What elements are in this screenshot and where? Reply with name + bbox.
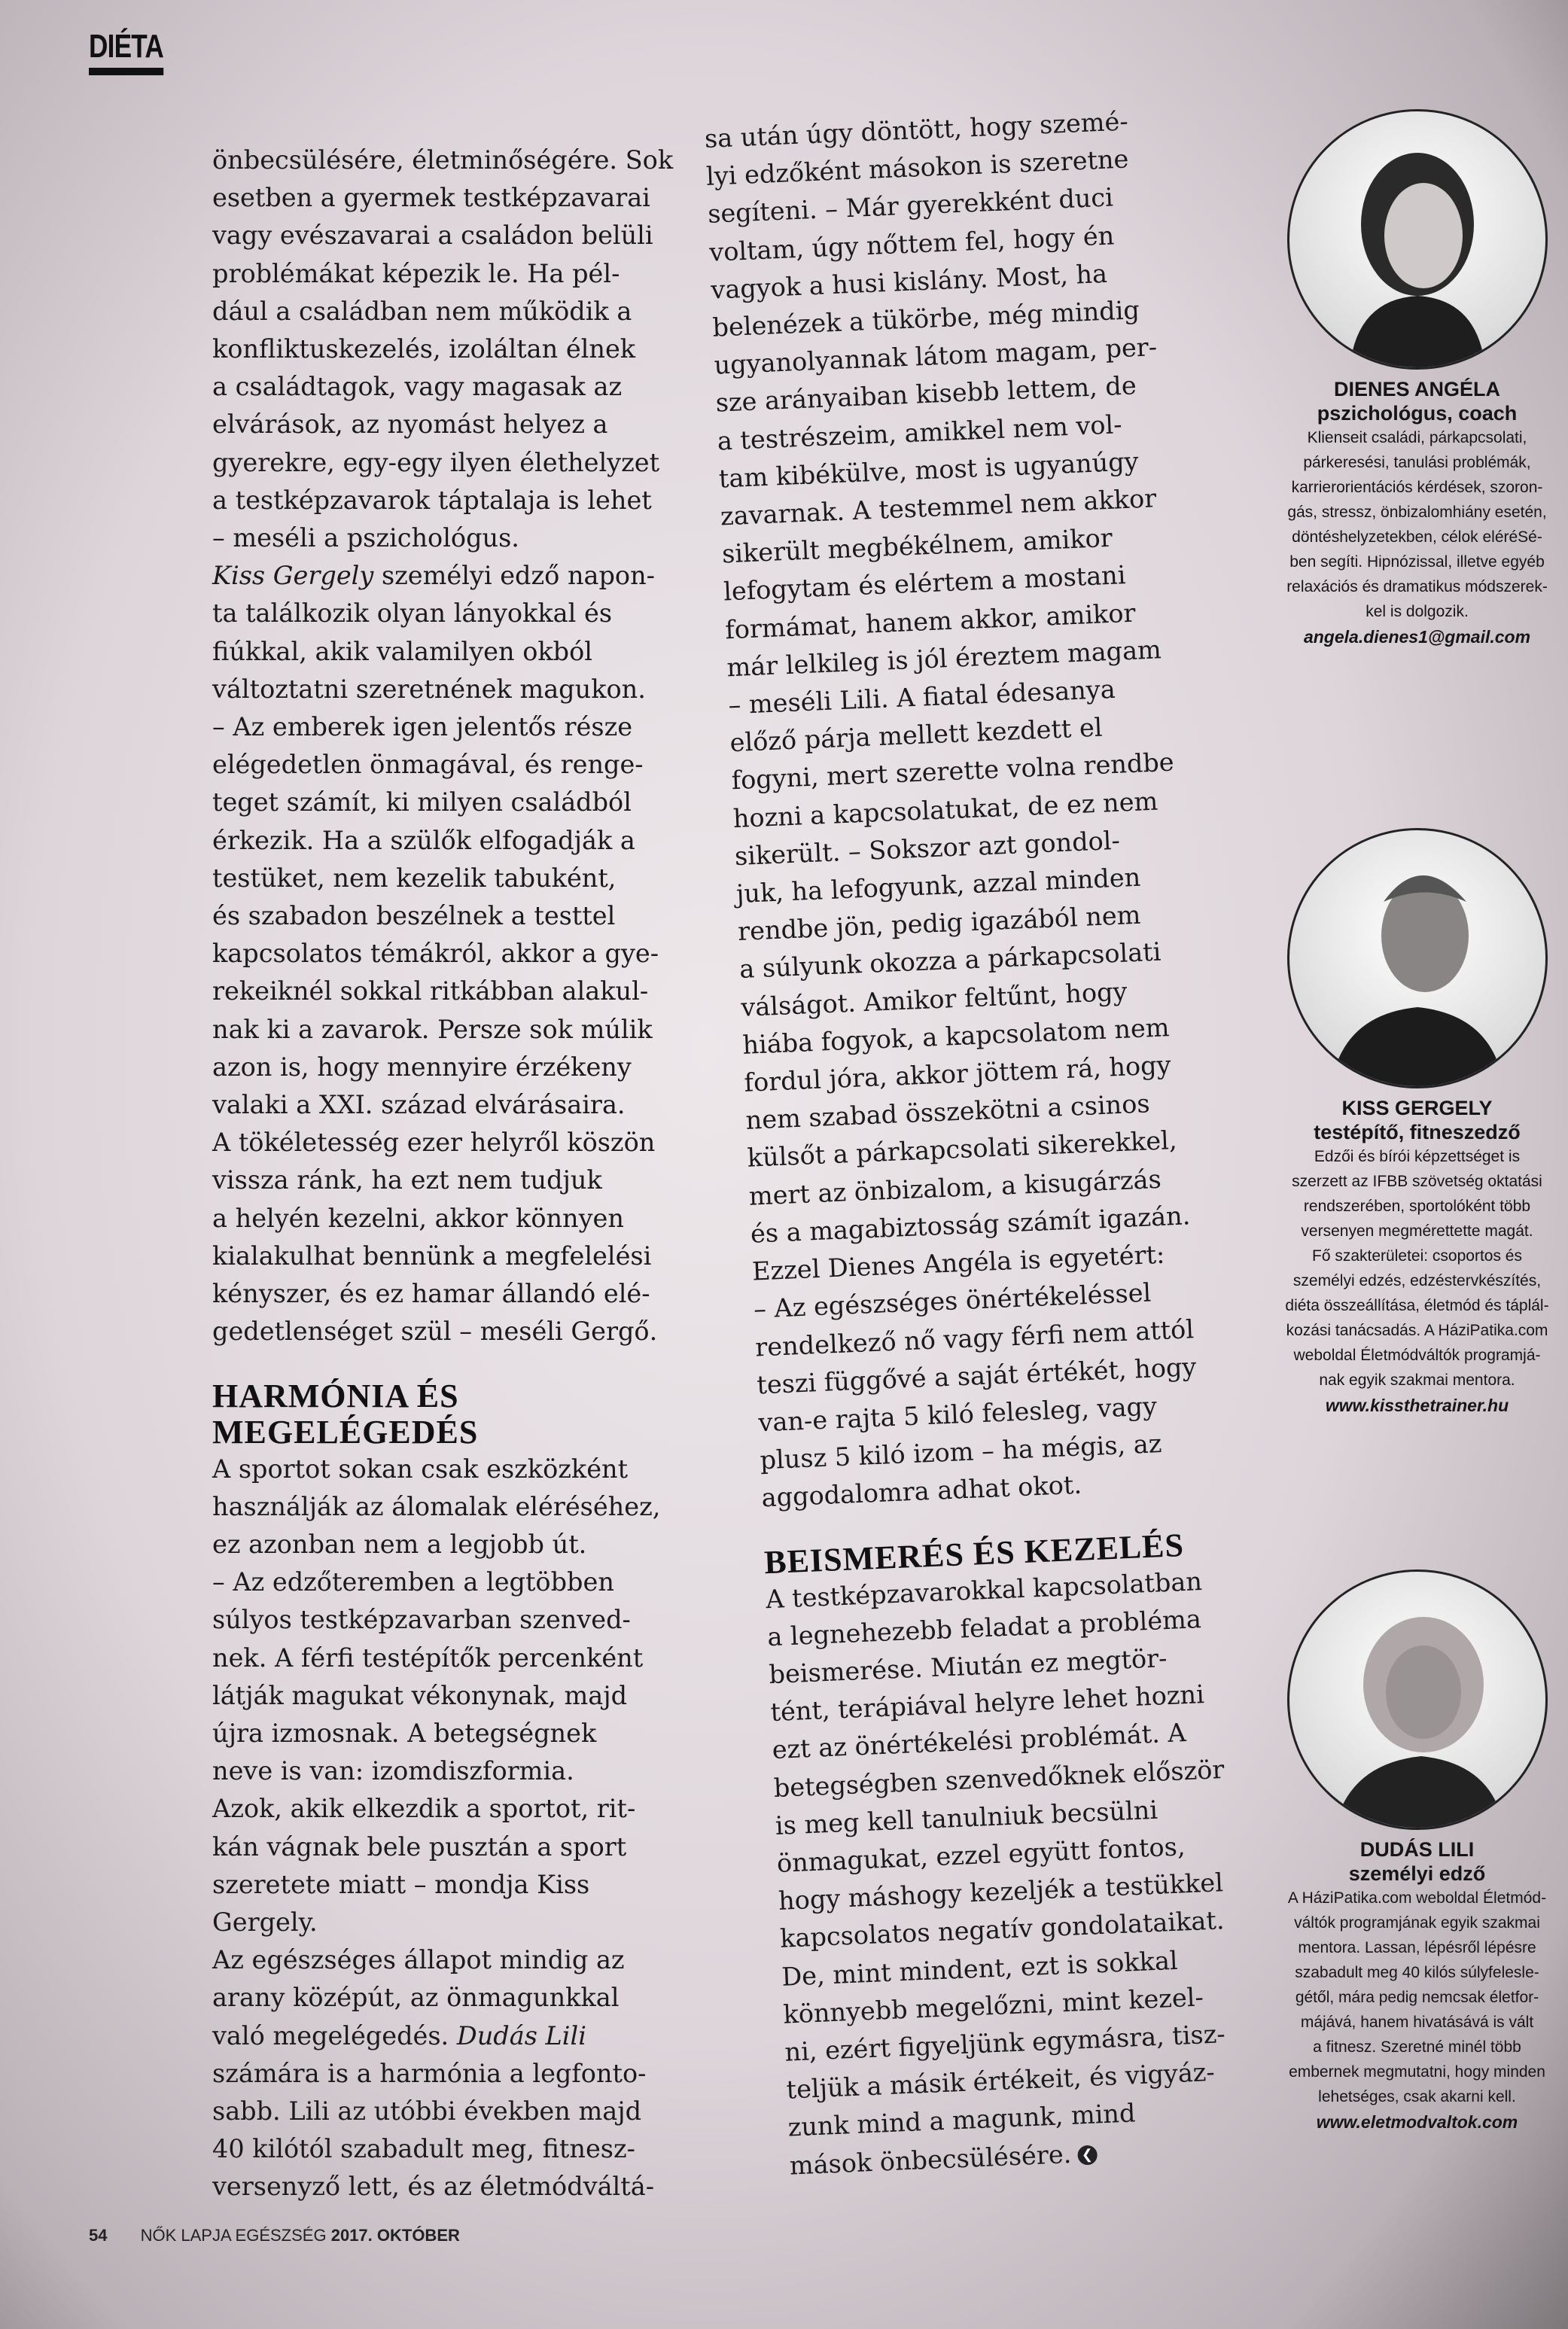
text-line: újra izmosnak. A betegségnek: [212, 1718, 597, 1748]
text-line: rekeiknél sokkal ritkábban alakul-: [212, 976, 649, 1006]
text-line: kozási tanácsadás. A HáziPatika.com: [1286, 1322, 1548, 1339]
expert-card: [1268, 828, 1566, 1418]
text-line: testüket, nem kezelik tabuként,: [212, 863, 617, 893]
text-line: lyi edzőként másokon is szeretne: [705, 144, 1130, 192]
expert-card: [1268, 109, 1566, 650]
text-line: Ezzel Dienes Angéla is egyetért:: [751, 1239, 1166, 1286]
text-line: vissza ránk, ha ezt nem tudjuk: [212, 1165, 602, 1195]
text-line: mások önbecsülésére. ❮: [789, 2128, 1241, 2184]
text-line: juk, ha lefogyunk, azzal minden: [735, 862, 1141, 909]
text-line: lefogytam és elértem a mostani: [723, 560, 1127, 607]
text-line: a családtagok, vagy magasak az: [212, 372, 623, 402]
person-name: Dudás Lili: [456, 2020, 586, 2050]
text-line: nak ki a zavarok. Persze sok múlik: [212, 1014, 653, 1044]
text-line: Azok, akik elkezdik a sportot, rit-: [212, 1794, 636, 1824]
text-line: fiúkkal, akik valamilyen okból: [212, 636, 592, 666]
text-line: a testrészeim, amikkel nem vol-: [717, 409, 1123, 456]
text-line: konfliktuskezelés, izoláltan élnek: [212, 334, 636, 364]
portrait-photo: [1287, 828, 1548, 1088]
text-line: vagy evészavarai a családon belüli: [212, 221, 653, 251]
text-line: relaxációs és dramatikus módszerek-: [1286, 578, 1548, 595]
text-line: ni, ezért figyeljünk egymásra, tisz-: [784, 2019, 1226, 2067]
page-footer: [89, 2226, 460, 2245]
text-line: tént, terápiával helyre lehet hozni: [769, 1679, 1205, 1728]
text-line: formámat, hanem akkor, amikor: [724, 598, 1137, 645]
text-line: rendbe jön, pedig igazából nem: [737, 900, 1142, 947]
text-line: ben segíti. Hipnózissal, illetve egyéb: [1289, 553, 1545, 571]
article-column-2: [704, 102, 1241, 2184]
text-line: gedetlenséget szül – meséli Gergő.: [212, 1317, 658, 1347]
text-line: számára is a harmónia a legfonto-: [212, 2058, 647, 2088]
expert-name: DUDÁS LILI: [1359, 1838, 1475, 1861]
text-line: sikerült megbékélnem, amikor: [721, 523, 1113, 569]
text-line: arany középút, az önmagunkkal: [212, 1983, 620, 2013]
text-line: A sportot sokan csak eszközként: [212, 1454, 629, 1484]
text-line: diéta összeállítása, életmód és táplál-: [1285, 1297, 1549, 1314]
text-line: párkeresési, tanulási problémák,: [1303, 454, 1531, 471]
text-line: hozni a kapcsolatukat, de ez nem: [732, 786, 1158, 833]
magazine-title: NŐK LAPJA EGÉSZSÉG: [140, 2226, 327, 2245]
expert-role: személyi edző: [1348, 1862, 1486, 1885]
text-line: Edzői és bírói képzettséget is: [1314, 1148, 1521, 1165]
text-line: hogy máshogy kezeljék a testükkel: [778, 1868, 1224, 1916]
paragraph-block: [212, 142, 673, 557]
text-line: beismerése. Miután ez megtör-: [768, 1642, 1168, 1690]
expert-role: pszichológus, coach: [1317, 402, 1518, 425]
expert-bio: [1268, 1886, 1566, 2109]
text-line: Kiss Gergely személyi edző napon-: [212, 561, 655, 591]
text-line: esetben a gyermek testképzavarai: [212, 183, 650, 213]
text-line: A testképzavarokkal kapcsolatban: [765, 1566, 1203, 1614]
text-line: mentora. Lassan, lépésről lépésre: [1298, 1939, 1536, 1956]
text-line: gétől, mára pedig nemcsak életfor-: [1295, 1989, 1539, 2006]
text-line: rendszerében, sportolóként több: [1303, 1198, 1531, 1215]
person-name: Kiss Gergely: [212, 561, 374, 591]
expert-bio: [1268, 1144, 1566, 1393]
text-line: versenyző lett, és az életmódváltá-: [212, 2172, 655, 2202]
text-line: való megelégedés. Dudás Lili: [212, 2020, 586, 2050]
text-line: sa után úgy döntött, hogy szemé-: [704, 106, 1129, 154]
text-line: elvárások, az nyomást helyez a: [212, 409, 608, 440]
end-mark-icon: ❮: [1077, 2145, 1098, 2165]
text-line: dául a családban nem működik a: [212, 296, 632, 326]
text-line: – Az egészséges önértékeléssel: [753, 1277, 1152, 1324]
paragraph-block: [212, 2055, 673, 2206]
text-line: hiába fogyok, a kapcsolatom nem: [741, 1012, 1171, 1060]
text-line: kialakulhat bennünk a megfelelési: [212, 1241, 652, 1271]
text-line: a legnehezebb feladat a probléma: [766, 1603, 1202, 1652]
text-line: is meg kell tanulniuk becsülni: [775, 1795, 1158, 1840]
expert-bio: [1268, 425, 1566, 624]
text-line: gás, stressz, önbizalomhiány esetén,: [1287, 504, 1547, 521]
portrait-photo: [1287, 1569, 1548, 1830]
text-line: kel is dolgozik.: [1366, 603, 1469, 620]
text-line: szerzett az IFBB szövetség oktatási: [1292, 1173, 1542, 1190]
text-line: A tökéletesség ezer helyről köszön: [212, 1128, 656, 1158]
text-line: van-e rajta 5 kiló felesleg, vagy: [757, 1391, 1158, 1438]
text-line: érkezik. Ha a szülők elfogadják a: [212, 825, 635, 855]
text-line: kán vágnak bele pusztán a sport: [212, 1831, 627, 1862]
text-line: Fő szakterületei: csoportos és: [1312, 1247, 1522, 1265]
text-line: kapcsolatos témákról, akkor a gye-: [212, 939, 659, 969]
text-line: plusz 5 kiló izom – ha mégis, az: [759, 1429, 1163, 1475]
text-line: teget számít, ki milyen családból: [212, 787, 632, 817]
text-line: ez azonban nem a legjobb út.: [212, 1529, 587, 1559]
paragraph-block: [212, 1451, 673, 2017]
text-line: kényszer, és ez hamar állandó elé-: [212, 1279, 650, 1309]
text-line: azon is, hogy mennyire érzékeny: [212, 1052, 632, 1082]
text-line: lehetséges, csak akarni kell.: [1318, 2088, 1516, 2105]
text-line: könnyebb megelőzni, mint kezel-: [782, 1982, 1204, 2029]
text-line: szabadult meg 40 kilós súlyfelesle-: [1295, 1964, 1539, 1981]
expert-website[interactable]: www.kissthetrainer.hu: [1325, 1396, 1509, 1415]
text-line: előző párja mellett kezdett el: [729, 712, 1104, 758]
text-line: teljük a másik értékeit, és vigyáz-: [785, 2057, 1216, 2105]
text-line: segíteni. – Már gyerekként duci: [707, 182, 1114, 230]
text-line: betegségben szenvedőknek először: [773, 1754, 1225, 1803]
subheading: MEGELÉGEDÉS: [212, 1413, 479, 1451]
text-line: vagyok a husi kislány. Most, ha: [710, 258, 1108, 305]
article-column-1: [212, 142, 673, 2206]
text-line: használják az álomalak eléréséhez,: [212, 1491, 661, 1521]
text-line: májává, hanem hivatásává is vált: [1300, 2014, 1534, 2031]
text-line: zavarnak. A testemmel nem akkor: [720, 483, 1157, 531]
text-line: külsőt a párkapcsolati sikerekkel,: [746, 1125, 1178, 1174]
text-line: a testképzavarok táptalaja is lehet: [212, 485, 652, 515]
expert-email[interactable]: angela.dienes1@gmail.com: [1303, 627, 1531, 647]
text-line: a fitnesz. Szeretné minél több: [1313, 2038, 1521, 2056]
portrait-photo: [1287, 109, 1548, 370]
text-line: kapcsolatos negatív gondolataikat.: [779, 1905, 1225, 1954]
text-line: sikerült. – Sokszor azt gondol-: [734, 825, 1121, 871]
portrait-silhouette-icon: [1289, 830, 1545, 1086]
expert-name: KISS GERGELY: [1341, 1097, 1493, 1119]
text-line: valaki a XXI. század elvárásaira.: [212, 1090, 626, 1120]
text-line: 40 kilótól szabadult meg, fitnesz-: [212, 2134, 635, 2164]
issue-date: 2017. OKTÓBER: [330, 2226, 460, 2245]
text-line: gyerekre, egy-egy ilyen élethelyzet: [212, 447, 660, 477]
text-line: Az egészséges állapot mindig az: [212, 1945, 625, 1975]
subheading: HARMÓNIA ÉS: [212, 1377, 459, 1414]
text-line: Gergely.: [212, 1907, 318, 1937]
portrait-silhouette-icon: [1289, 1572, 1545, 1828]
text-line: sze arányaiban kisebb lettem, de: [714, 370, 1137, 419]
text-line: mert az önbizalom, a kisugárzás: [748, 1164, 1162, 1211]
text-line: és szabadon beszélnek a testtel: [212, 901, 616, 931]
text-line: személyi edzés, edzéstervkészítés,: [1292, 1272, 1542, 1289]
text-line: embernek megmutatni, hogy minden: [1289, 2063, 1545, 2081]
paragraph-block: [704, 102, 1213, 1518]
text-line: A HáziPatika.com weboldal Életmód-: [1287, 1889, 1547, 1907]
text-line: ugyanolyannak látom magam, per-: [713, 332, 1158, 380]
text-line: – Az edzőteremben a legtöbben: [212, 1567, 614, 1597]
text-line: rendelkező nő vagy férfi nem attól: [754, 1314, 1195, 1362]
text-line: súlyos testképzavarban szenved-: [212, 1605, 631, 1635]
subheading: BEISMERÉS ÉS KEZELÉS: [763, 1526, 1185, 1581]
text-line: Klienseit családi, párkapcsolati,: [1307, 429, 1527, 446]
paragraph-block: [765, 1562, 1239, 2147]
text-line: versenyen megmérettette magát.: [1301, 1222, 1533, 1240]
text-line: De, mint mindent, ezt is sokkal: [781, 1945, 1179, 1992]
text-line: aggodalomra adhat okot.: [760, 1469, 1082, 1513]
page-number: 54: [89, 2226, 108, 2245]
text-line: válságot. Amikor feltűnt, hogy: [740, 976, 1128, 1022]
expert-website[interactable]: www.eletmodvaltok.com: [1316, 2112, 1518, 2132]
text-line: nak egyik szakmai mentora.: [1319, 1372, 1515, 1389]
text-line: fogyni, mert szerette volna rendbe: [730, 747, 1175, 796]
text-line: önmagukat, ezzel együtt fontos,: [776, 1831, 1186, 1878]
text-line: – meséli Lili. A fiatal édesanya: [727, 674, 1116, 720]
text-line: belenézek a tükörbe, még mindig: [711, 295, 1140, 342]
text-line: ta találkozik olyan lányokkal és: [212, 598, 613, 629]
text-line: fordul jóra, akkor jöttem rá, hogy: [743, 1050, 1172, 1098]
portrait-silhouette-icon: [1289, 111, 1545, 367]
text-line: a helyén kezelni, akkor könnyen: [212, 1203, 624, 1233]
text-line: teszi függővé a saját értékét, hogy: [756, 1351, 1198, 1400]
expert-card: [1268, 1569, 1566, 2135]
text-line: szeretete miatt – mondja Kiss: [212, 1869, 590, 1899]
section-label: DIÉTA: [89, 29, 163, 75]
text-line: zunk mind a magunk, mind: [787, 2098, 1137, 2143]
text-line: ezt az önértékelési problémát. A: [771, 1718, 1187, 1765]
text-line: látják magukat vékonynak, majd: [212, 1680, 628, 1710]
text-line: problémákat képezik le. Ha pél-: [212, 258, 620, 288]
text-line: nek. A férfi testépítők percenként: [212, 1642, 644, 1673]
text-line: változtatni szeretnének magukon.: [212, 674, 646, 704]
text-line: voltam, úgy nőttem fel, hogy én: [708, 220, 1115, 267]
text-line: önbecsülésére, életminőségére. Sok: [212, 145, 674, 175]
text-line: elégedetlen önmagával, és renge-: [212, 750, 644, 780]
text-line: sabb. Lili az utóbbi években majd: [212, 2096, 642, 2126]
text-line: és a magabiztosság számít igazán.: [750, 1201, 1192, 1249]
text-line: weboldal Életmódváltók programjá-: [1293, 1347, 1541, 1364]
paragraph-block: [212, 595, 673, 1350]
expert-role: testépítő, fitneszedző: [1314, 1121, 1521, 1143]
text-line: váltók programjának egyik szakmai: [1294, 1914, 1540, 1932]
expert-name: DIENES ANGÉLA: [1333, 378, 1501, 400]
text-line: a súlyunk okozza a párkapcsolati: [738, 937, 1162, 985]
text-line: tam kibékülve, most is ugyanúgy: [718, 446, 1140, 494]
text-line: már lelkileg is jól éreztem magam: [726, 635, 1162, 683]
text-line: döntéshelyzetekben, célok eléréSé-: [1292, 528, 1542, 546]
text-line: – Az emberek igen jelentős része: [212, 712, 633, 742]
text-line: nem szabad összekötni a csinos: [744, 1088, 1151, 1136]
text-line: – meséli a pszichológus.: [212, 523, 519, 553]
text-line: karrierorientációs kérdések, szoron-: [1291, 479, 1543, 496]
text-line: neve is van: izomdiszformia.: [212, 1756, 574, 1786]
